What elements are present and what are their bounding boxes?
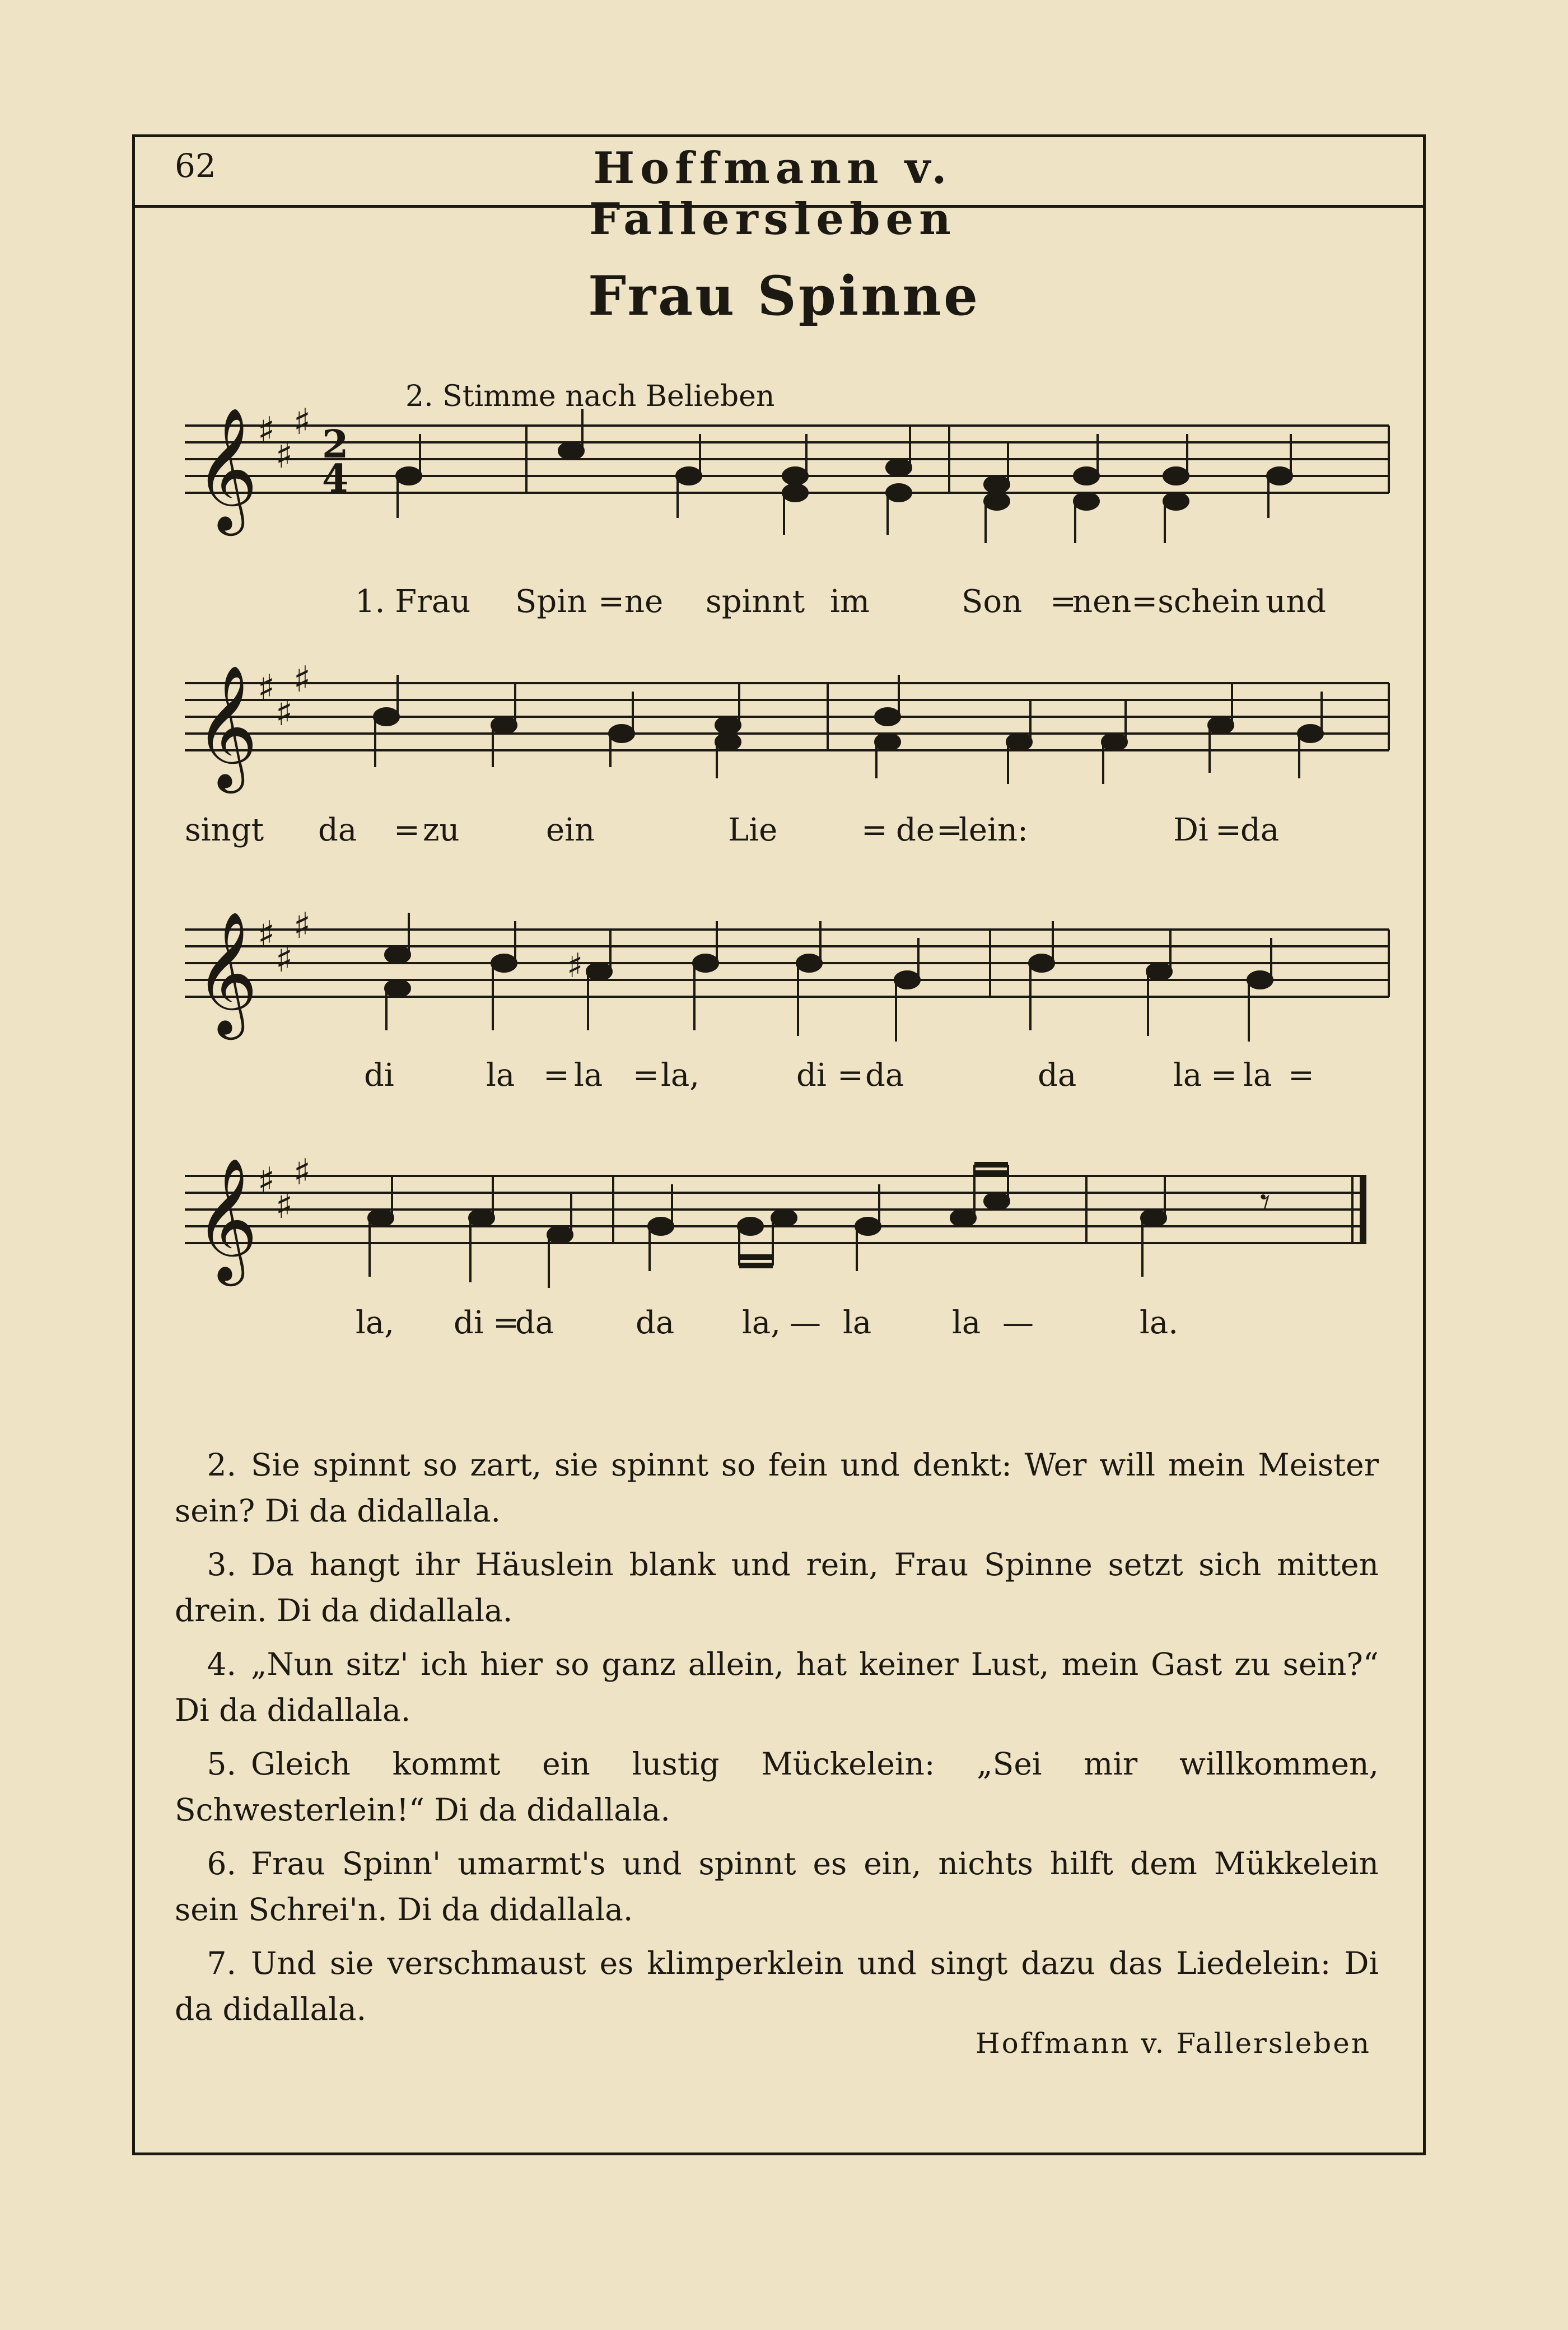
treble-clef-icon: [195, 664, 258, 793]
verse-text: Sie spinnt so zart, sie spinnt so fein und denkt: Wer will mein Meister sein? Di da didallala.: [175, 1447, 1379, 1529]
eighth-rest-icon: 𝄾: [1260, 1179, 1271, 1225]
time-signature: [322, 422, 348, 501]
lyrics-line-2: [168, 812, 1400, 851]
verse-text: Frau Spinn' umarmt's und spinnt es ein, nichts hilft dem Mükkelein sein Schrei'n. Di da didallala.: [175, 1846, 1379, 1927]
verse-number: 6.: [207, 1846, 236, 1881]
lyric-syllable: =: [1288, 1057, 1314, 1094]
lyric-syllable: ne: [624, 583, 664, 620]
lyric-syllable: =: [1215, 812, 1242, 848]
music-system-2: [168, 661, 1400, 885]
lyric-syllable: di: [454, 1305, 484, 1341]
verse-text: Und sie verschmaust es klimperklein und singt dazu das Liedelein: Di da didallala.: [175, 1945, 1379, 2027]
lyric-syllable: Di: [1173, 812, 1208, 848]
svg-text:♯: ♯: [258, 1160, 275, 1202]
music-system-4: [168, 1154, 1400, 1378]
lyric-syllable: =: [394, 812, 420, 848]
lyric-syllable: lein:: [959, 812, 1028, 848]
key-signature: [258, 905, 311, 980]
lyric-syllable: di: [364, 1057, 394, 1094]
music-system-1: [168, 403, 1400, 627]
lyric-syllable: spinnt: [706, 583, 805, 620]
notes-system-3: [385, 913, 1272, 1042]
lyrics-line-3: [168, 1057, 1400, 1096]
svg-text:♯: ♯: [276, 693, 293, 734]
lyric-syllable: da: [515, 1305, 554, 1341]
verse-number: 7.: [207, 1945, 236, 1981]
lyric-syllable: de: [896, 812, 935, 848]
verse-text: Gleich kommt ein lustig Mückelein: „Sei mir willkommen, Schwesterlein!“ Di da didallala.: [175, 1746, 1379, 1828]
svg-text:♯: ♯: [258, 410, 275, 451]
verse-4: [175, 1641, 1379, 1733]
voice-note: 2. Stimme nach Belieben: [405, 380, 775, 413]
lyric-syllable: di: [796, 1057, 827, 1094]
song-title: Frau Spinne: [587, 264, 981, 328]
verse-number: 2.: [207, 1447, 236, 1483]
svg-text:𝄞: 𝄞: [195, 910, 258, 1034]
lyric-syllable: da: [1240, 812, 1280, 848]
lyric-syllable: la,: [356, 1305, 395, 1341]
lyric-syllable: =: [633, 1057, 659, 1094]
svg-text:♯: ♯: [293, 401, 311, 443]
svg-text:4: 4: [322, 456, 349, 501]
lyric-syllable: nen=schein: [1072, 583, 1261, 620]
notes-system-2: [374, 675, 1323, 784]
lyric-syllable: —: [790, 1305, 821, 1341]
verse-number: 5.: [207, 1746, 236, 1782]
key-signature: [258, 659, 311, 734]
svg-text:♯: ♯: [276, 1185, 293, 1227]
lyric-syllable: Spin: [515, 583, 587, 620]
verse-number: 4.: [207, 1646, 236, 1682]
treble-clef-icon: [195, 910, 258, 1040]
lyric-syllable: und: [1266, 583, 1326, 620]
svg-text:♯: ♯: [293, 905, 311, 947]
lyric-syllable: da: [636, 1305, 675, 1341]
verse-text: Da hangt ihr Häuslein blank und rein, Frau Spinne setzt sich mitten drein. Di da didallala.: [175, 1547, 1379, 1628]
verse-6: [175, 1841, 1379, 1932]
lyric-syllable: la,: [661, 1057, 700, 1094]
lyric-syllable: da: [1038, 1057, 1077, 1094]
lyric-syllable: la: [952, 1305, 981, 1341]
lyric-syllable: la: [574, 1057, 603, 1094]
lyrics-line-4: [168, 1305, 1400, 1344]
final-barline: [1360, 1176, 1366, 1243]
lyric-syllable: la: [1173, 1057, 1202, 1094]
svg-text:♯: ♯: [276, 939, 293, 980]
lyrics-line-1: [168, 583, 1400, 623]
lyric-syllable: la.: [1140, 1305, 1179, 1341]
lyric-syllable: =: [936, 812, 963, 848]
running-head: Hoffmann v. Fallersleben: [589, 143, 956, 245]
lyric-syllable: =: [598, 583, 624, 620]
verse-number: 3.: [207, 1547, 236, 1582]
staff-1: [168, 403, 1400, 588]
lyric-syllable: Son: [962, 583, 1023, 620]
svg-text:𝄞: 𝄞: [195, 407, 258, 530]
verse-5: [175, 1741, 1379, 1833]
lyric-syllable: =: [837, 1057, 864, 1094]
lyric-syllable: la,: [742, 1305, 781, 1341]
lyric-syllable: =: [543, 1057, 570, 1094]
key-signature: [258, 1152, 311, 1227]
verse-7: [175, 1940, 1379, 2032]
svg-text:♯: ♯: [276, 435, 293, 477]
lyric-syllable: singt: [185, 812, 264, 848]
lyric-syllable: la: [843, 1305, 872, 1341]
verse-text: „Nun sitz' ich hier so ganz allein, hat keiner Lust, mein Gast zu sein?“ Di da didallala.: [175, 1646, 1379, 1728]
lyric-syllable: im: [830, 583, 870, 620]
svg-text:𝄞: 𝄞: [195, 664, 258, 788]
author-credit: Hoffmann v. Fallersleben: [976, 2027, 1371, 2060]
svg-text:♯: ♯: [258, 914, 275, 955]
treble-clef-icon: [195, 1157, 258, 1286]
svg-text:♯: ♯: [293, 1152, 311, 1193]
lyric-syllable: =: [493, 1305, 519, 1341]
lyric-syllable: =: [861, 812, 888, 848]
lyric-syllable: la: [486, 1057, 515, 1094]
verses: [175, 1442, 1379, 2040]
svg-text:♯: ♯: [567, 946, 584, 986]
lyric-syllable: =: [1050, 583, 1076, 620]
lyric-syllable: 1. Frau: [355, 583, 471, 620]
lyric-syllable: ein: [546, 812, 595, 848]
lyric-syllable: da: [318, 812, 357, 848]
verse-2: [175, 1442, 1379, 1534]
verse-3: [175, 1542, 1379, 1633]
lyric-syllable: Lie: [728, 812, 778, 848]
lyric-syllable: da: [865, 1057, 904, 1094]
key-signature: [258, 401, 311, 477]
svg-text:♯: ♯: [293, 659, 311, 701]
svg-text:♯: ♯: [258, 667, 275, 709]
page-number: 62: [175, 147, 216, 185]
lyric-syllable: =: [1211, 1057, 1237, 1094]
lyric-syllable: zu: [423, 812, 460, 848]
treble-clef-icon: [195, 407, 258, 536]
svg-text:𝄞: 𝄞: [195, 1157, 258, 1281]
svg-text:2: 2: [322, 422, 349, 467]
lyric-syllable: la: [1243, 1057, 1272, 1094]
lyric-syllable: —: [1002, 1305, 1034, 1341]
music-system-3: [168, 907, 1400, 1131]
